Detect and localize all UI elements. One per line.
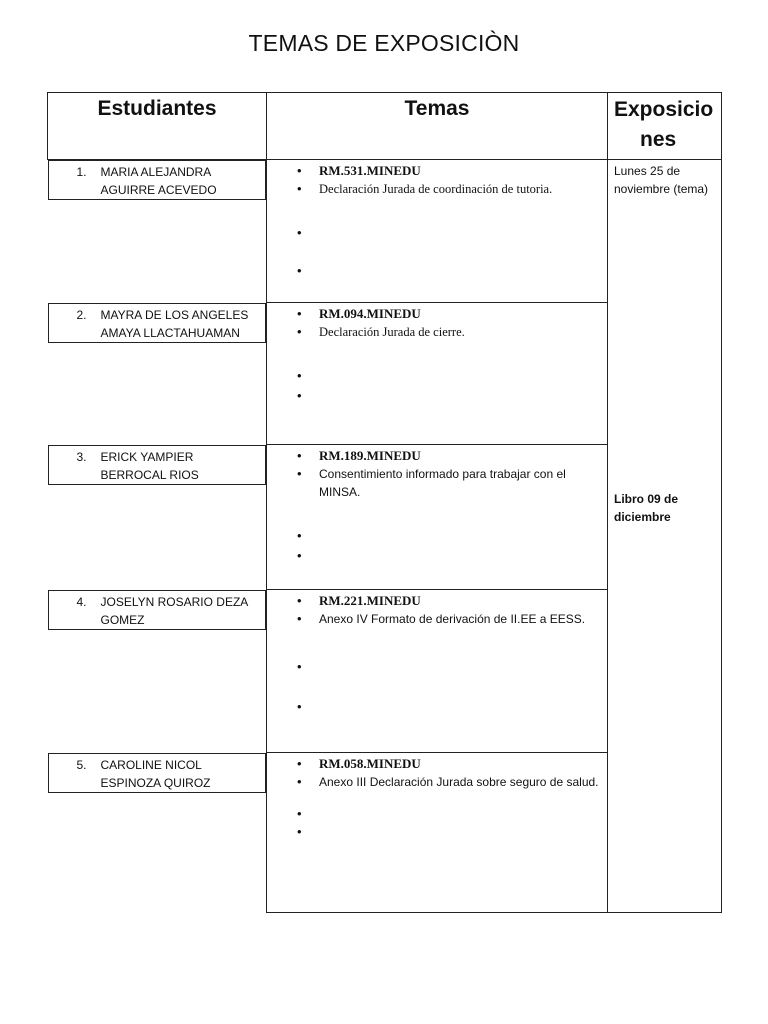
bullet-icon: • [297, 548, 302, 563]
bullet-icon: • [297, 756, 302, 771]
bullet-icon: • [297, 181, 302, 196]
bullet-icon: • [297, 806, 302, 821]
student-cell [48, 753, 267, 793]
topics-header: Temas [267, 93, 608, 160]
student-cell [48, 303, 267, 343]
topic-cell [267, 753, 608, 913]
topic-code: RM.221.MINEDU [319, 593, 421, 608]
bullet-icon: • [297, 263, 302, 278]
topic-code: RM.094.MINEDU [319, 306, 421, 321]
topic-cell [267, 590, 608, 753]
bullet-icon: • [297, 466, 302, 481]
bullet-icon: • [297, 774, 302, 789]
table-row [48, 160, 722, 303]
bullet-icon: • [297, 659, 302, 674]
students-header: Estudiantes [48, 93, 267, 160]
topic-code: RM.531.MINEDU [319, 163, 421, 178]
student-name: CAROLINE NICOL ESPINOZA QUIROZ [100, 757, 211, 790]
topic-code: RM.189.MINEDU [319, 448, 421, 463]
bullet-icon: • [297, 225, 302, 240]
exposition-cell [608, 160, 722, 913]
student-number: 2. [76, 307, 87, 322]
student-number: 5. [76, 757, 87, 772]
topic-cell [267, 445, 608, 590]
topic-description: Anexo III Declaración Jurada sobre seguro de salud. [319, 775, 599, 789]
student-name: MARIA ALEJANDRA AGUIRRE ACEVEDO [100, 165, 217, 197]
student-cell [48, 445, 267, 485]
topic-description: Consentimiento informado para trabajar con el MINSA. [319, 467, 566, 499]
topic-description: Anexo IV Formato de derivación de II.EE a EESS. [319, 612, 586, 626]
page-title: TEMAS DE EXPOSICIÒN [248, 30, 520, 56]
expo-header [608, 93, 722, 160]
topic-code: RM.058.MINEDU [319, 756, 421, 771]
bullet-icon: • [297, 593, 302, 608]
bullet-icon: • [297, 528, 302, 543]
expo-header-line2: nes [640, 128, 677, 151]
expo-second-date: Libro 09 de diciembre [614, 492, 679, 524]
header-row [48, 93, 722, 160]
bullet-icon: • [297, 611, 302, 626]
bullet-icon: • [297, 163, 302, 178]
topic-description: Declaración Jurada de cierre. [319, 325, 465, 339]
bullet-icon: • [297, 699, 302, 714]
topic-description: Declaración Jurada de coordinación de tutoria. [319, 182, 553, 196]
topics-table [47, 92, 722, 913]
expo-header-line1: Exposicio [614, 98, 714, 121]
bullet-icon: • [297, 306, 302, 321]
student-cell [48, 590, 267, 630]
student-cell [48, 160, 267, 200]
student-number: 4. [76, 594, 87, 609]
student-name: MAYRA DE LOS ANGELES AMAYA LLACTAHUAMAN [100, 307, 249, 340]
student-name: JOSELYN ROSARIO DEZA GOMEZ [100, 594, 248, 627]
expo-first-date: Lunes 25 de noviembre (tema) [614, 164, 709, 196]
student-number: 3. [76, 449, 87, 464]
topic-cell [267, 160, 608, 303]
bullet-icon: • [297, 448, 302, 463]
bullet-icon: • [297, 388, 302, 403]
student-name: ERICK YAMPIER BERROCAL RIOS [100, 449, 199, 482]
student-number: 1. [76, 165, 87, 179]
bullet-icon: • [297, 324, 302, 339]
bullet-icon: • [297, 824, 302, 839]
topic-cell [267, 303, 608, 445]
bullet-icon: • [297, 368, 302, 383]
